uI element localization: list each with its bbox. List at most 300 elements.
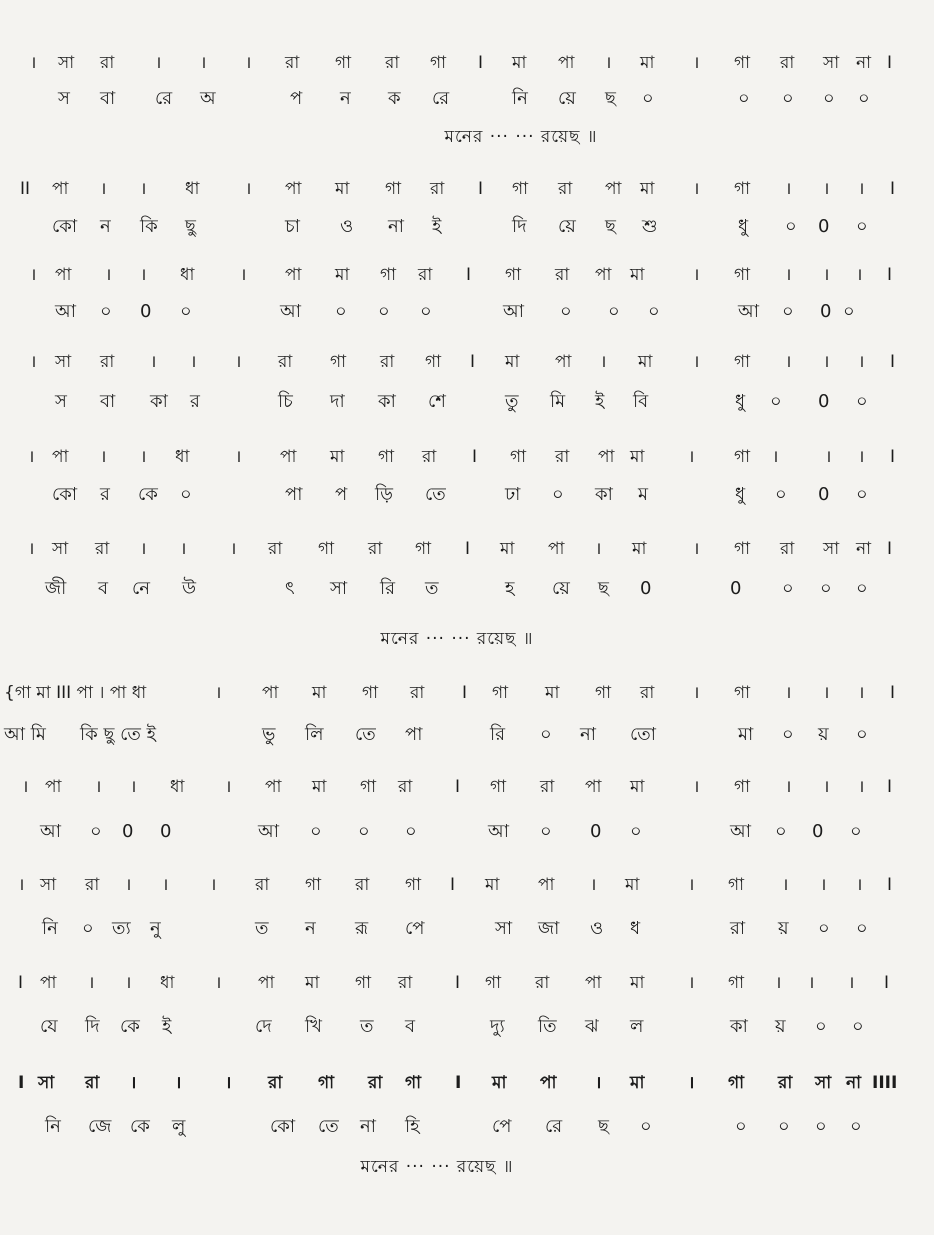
swara-token: ধা [180,265,195,285]
lyric-syllable: না [388,216,404,237]
lyric-line [0,1110,934,1144]
swara-token: । [100,447,107,467]
lyric-syllable: ০ [540,724,552,745]
lyric-syllable: দ্যু [490,1016,505,1037]
lyric-syllable: ০ [180,301,192,322]
swara-token: গা [335,53,352,73]
lyric-syllable: ০ [378,301,390,322]
swara-token: পা [548,539,565,559]
lyric-syllable: লু [172,1116,186,1137]
lyric-syllable: ন [340,88,351,109]
swara-line [0,1066,934,1100]
lyric-syllable: র [190,391,200,412]
lyric-syllable: রে [432,88,450,109]
lyric-syllable: র [100,484,110,505]
swara-token: I [478,53,484,73]
swara-token: । [693,179,700,199]
swara-token: গা [728,875,745,895]
swara-token: । [858,352,865,372]
swara-token: গা [318,1073,335,1093]
lyric-syllable: ০ [818,918,830,939]
lyric-syllable: মা [738,724,754,745]
swara-token: সা [823,53,840,73]
swara-token: I [887,777,893,797]
swara-token: । [693,352,700,372]
lyric-line [0,1010,934,1044]
lyric-syllable: শু [642,216,658,237]
lyric-syllable: তে [355,724,376,745]
swara-token: । [210,875,217,895]
swara-token: । [693,777,700,797]
lyric-syllable: হি [405,1116,420,1137]
lyric-syllable: কি ছু তে ই [80,724,156,745]
refrain-line: মনের ··· ··· রয়েছ ॥ [380,629,534,649]
lyric-syllable: ০ [782,301,794,322]
lyric-syllable: ০ [420,301,432,322]
swara-token: মা [640,179,655,199]
swara-token: I [890,179,896,199]
lyric-syllable: ধ [630,918,641,939]
lyric-syllable: তু [505,391,519,412]
lyric-syllable: ০ [310,821,322,842]
lyric-syllable: রি [490,724,506,745]
lyric-syllable: ধু [735,484,746,505]
lyric-syllable: না [360,1116,376,1137]
lyric-syllable: নু [150,918,161,939]
swara-token: । [95,777,102,797]
lyric-syllable: চি [278,391,293,412]
lyric-syllable: তে [425,484,446,505]
swara-token: রা [368,539,383,559]
swara-line [0,172,934,206]
swara-token: মা [335,265,350,285]
swara-token: । [28,539,35,559]
swara-token: । [230,539,237,559]
swara-token: । [820,875,827,895]
lyric-syllable: জা [538,918,560,939]
swara-token: । [688,973,695,993]
swara-token: গা [430,53,447,73]
swara-token: । [190,352,197,372]
swara-token: মা [630,1073,645,1093]
lyric-syllable: কো [52,484,78,505]
swara-token: গা [734,265,751,285]
swara-token: মা [640,53,655,73]
lyric-syllable: জী [45,578,67,599]
swara-token: মা [630,777,645,797]
lyric-syllable: ঝ [585,1016,599,1037]
swara-token: । [30,265,37,285]
lyric-syllable: ০ [180,484,192,505]
lyric-syllable: য় [818,724,829,745]
swara-token: মা [330,447,345,467]
swara-token: । [140,539,147,559]
swara-token: গা [734,53,751,73]
swara-token: । [693,683,700,703]
swara-token: I [890,683,896,703]
lyric-syllable: ০ [640,1116,652,1137]
swara-token: ধা [175,447,190,467]
swara-token: পা [45,777,62,797]
swara-token: গা [734,447,751,467]
swara-token: । [140,447,147,467]
lyric-syllable: সা [330,578,348,599]
swara-token: । [595,1073,602,1093]
swara-token: । [245,179,252,199]
lyric-syllable: 0 [160,821,172,842]
swara-token: মা [335,179,350,199]
lyric-syllable: য়ে [558,216,576,237]
swara-token: । [140,179,147,199]
swara-token: I [465,539,471,559]
swara-token: রা [780,539,795,559]
lyric-syllable: বা [100,88,116,109]
swara-token: গা [385,179,402,199]
lyric-syllable: নে [132,578,151,599]
swara-token: রা [100,53,115,73]
swara-token: । [22,777,29,797]
swara-token: রা [555,265,570,285]
lyric-syllable: ই [595,391,605,412]
lyric-syllable: ০ [815,1116,827,1137]
swara-token: I [18,1073,25,1093]
swara-token: পা [265,777,282,797]
lyric-syllable: ত [360,1016,374,1037]
swara-token: । [180,539,187,559]
swara-token: । [823,683,830,703]
swara-token: মা [500,539,515,559]
lyric-syllable: কা [595,484,613,505]
lyric-syllable: ০ [778,1116,790,1137]
swara-token: I [462,683,468,703]
swara-token: পা [598,447,615,467]
swara-token: পা [585,973,602,993]
swara-token: । [125,875,132,895]
lyric-syllable: তি [538,1016,557,1037]
swara-token: মা [492,1073,507,1093]
lyric-syllable: ০ [850,1116,862,1137]
swara-token: রা [255,875,270,895]
swara-token: I [472,447,478,467]
lyric-syllable: 0 [820,301,832,322]
lyric-line [0,295,934,329]
swara-token: রা [558,179,573,199]
swara-token: রা [540,777,555,797]
lyric-syllable: ০ [358,821,370,842]
lyric-syllable: 0 [730,578,742,599]
lyric-syllable: ০ [782,578,794,599]
swara-token: পা [538,875,555,895]
swara-token: সা [815,1073,832,1093]
swara-token: । [823,352,830,372]
lyric-syllable: না [580,724,596,745]
swara-token: । [825,447,832,467]
lyric-syllable: খি [305,1016,322,1037]
swara-token: । [848,973,855,993]
lyric-syllable: ল [630,1016,644,1037]
swara-token: পা [605,179,622,199]
swara-token: গা [595,683,612,703]
swara-token: । [785,352,792,372]
lyric-syllable: ছ [598,1116,609,1137]
lyric-syllable: ০ [785,216,797,237]
lyric-syllable: ০ [540,821,552,842]
swara-token: গা [728,1073,745,1093]
swara-line [0,258,934,292]
lyric-syllable: য় [775,1016,786,1037]
swara-token: । [775,973,782,993]
lyric-syllable: ব [98,578,109,599]
lyric-syllable: সা [495,918,513,939]
swara-token: গা [734,179,751,199]
lyric-syllable: আ [503,301,524,322]
lyric-syllable: ০ [630,821,642,842]
lyric-syllable: নি [42,918,58,939]
lyric-syllable: কো [52,216,78,237]
lyric-syllable: ০ [823,88,835,109]
lyric-syllable: ০ [335,301,347,322]
lyric-syllable: 0 [122,821,134,842]
swara-token: পা [258,973,275,993]
swara-token: । [693,53,700,73]
lyric-syllable: 0 [812,821,824,842]
lyric-syllable: প [290,88,303,109]
swara-token: । [785,179,792,199]
swara-token: । [155,53,162,73]
swara-token: রা [380,352,395,372]
swara-token: । [600,352,607,372]
swara-token: । [688,1073,695,1093]
lyric-syllable: ব [405,1016,416,1037]
lyric-syllable: য়ে [552,578,570,599]
swara-token: । [245,53,252,73]
lyric-line [0,815,934,849]
swara-token: । [125,973,132,993]
swara-line [0,532,934,566]
swara-token: রা [430,179,445,199]
lyric-syllable: আ [488,821,509,842]
swara-token: গা [415,539,432,559]
swara-token: গা [360,777,377,797]
swara-token: । [605,53,612,73]
lyric-syllable: আ [55,301,76,322]
swara-line [0,676,934,710]
swara-token: I [890,447,896,467]
swara-token: । [856,875,863,895]
lyric-syllable: ড়ি [375,484,393,505]
swara-token: মা [485,875,500,895]
swara-token: রা [418,265,433,285]
swara-token: রা [640,683,655,703]
swara-token: গা [405,875,422,895]
swara-token: গা [492,683,509,703]
swara-token: পা [280,447,297,467]
lyric-syllable: অ [200,88,216,109]
swara-token: গা [734,777,751,797]
lyric-syllable: ০ [850,821,862,842]
lyric-syllable: ই [432,216,442,237]
lyric-syllable: ০ [608,301,620,322]
refrain-line: মনের ··· ··· রয়েছ ॥ [444,127,598,147]
swara-token: রা [410,683,425,703]
lyric-syllable: পে [492,1116,512,1137]
swara-token: না [856,539,872,559]
lyric-syllable: আ [280,301,301,322]
lyric-syllable: দা [330,391,345,412]
lyric-syllable: ও [590,918,604,939]
lyric-syllable: ০ [820,578,832,599]
swara-token: গা [510,447,527,467]
lyric-syllable: ০ [856,578,868,599]
swara-token: গা [485,973,502,993]
lyric-syllable: তে [318,1116,339,1137]
lyric-syllable: বি [633,391,649,412]
lyric-syllable: রূ [355,918,369,939]
swara-token: মা [312,683,327,703]
swara-token: । [215,973,222,993]
swara-token: রা [268,1073,283,1093]
swara-token: মা [630,265,645,285]
swara-token: I [887,53,893,73]
lyric-syllable: ০ [405,821,417,842]
lyric-syllable: ন [305,918,316,939]
lyric-syllable: উ [182,578,197,599]
swara-token: না [846,1073,862,1093]
lyric-syllable: ০ [782,88,794,109]
lyric-syllable: আ [258,821,279,842]
swara-token: পা [52,179,69,199]
lyric-syllable: 0 [818,484,830,505]
swara-token: । [823,777,830,797]
swara-token: । [150,352,157,372]
swara-token: । [175,1073,182,1093]
swara-token: IIII [872,1073,898,1093]
swara-token: মা [512,53,527,73]
swara-token: রা [398,973,413,993]
swara-token: । [858,447,865,467]
swara-token: । [28,447,35,467]
swara-token: । [240,265,247,285]
lyric-syllable: ছ [605,88,616,109]
lyric-syllable: ০ [815,1016,827,1037]
swara-token: রা [368,1073,383,1093]
lyric-syllable: ০ [770,391,782,412]
swara-token: রা [285,53,300,73]
swara-token: । [858,179,865,199]
swara-token: । [200,53,207,73]
lyric-syllable: যে [40,1016,58,1037]
swara-token: রা [95,539,110,559]
swara-token: I [890,352,896,372]
swara-token: গা [380,265,397,285]
swara-token: । [140,265,147,285]
lyric-syllable: আ [738,301,759,322]
swara-token: রা [355,875,370,895]
lyric-syllable: নি [512,88,528,109]
lyric-syllable: 0 [590,821,602,842]
lyric-line [0,718,934,752]
swara-token: রা [780,53,795,73]
swara-token: I [455,777,461,797]
lyric-syllable: কে [138,484,158,505]
lyric-syllable: য়ে [558,88,576,109]
swara-token: {গা মা III পা । পা ধা [4,683,147,703]
lyric-line [0,385,934,419]
lyric-syllable: ছু [185,216,196,237]
swara-token: । [785,265,792,285]
swara-token: পা [262,683,279,703]
lyric-syllable: পে [405,918,425,939]
swara-token: মা [630,447,645,467]
lyric-syllable: দি [85,1016,100,1037]
lyric-syllable: ০ [856,724,868,745]
lyric-syllable: ধু [738,216,749,237]
swara-token: । [688,447,695,467]
swara-token: পা [555,352,572,372]
swara-token: গা [734,539,751,559]
swara-token: । [823,265,830,285]
lyric-syllable: ০ [735,1116,747,1137]
swara-token: মা [545,683,560,703]
swara-token: গা [318,539,335,559]
swara-token: ধা [185,179,200,199]
lyric-syllable: ০ [856,484,868,505]
lyric-syllable: ০ [843,301,855,322]
swara-token: । [225,1073,232,1093]
swara-token: রা [422,447,437,467]
swara-token: সা [58,53,75,73]
swara-token: পা [585,777,602,797]
swara-token: রা [100,352,115,372]
lyric-syllable: লি [305,724,324,745]
lyric-syllable: ত্য [112,918,131,939]
lyric-syllable: স [55,391,67,412]
swara-line [0,345,934,379]
swara-line [0,868,934,902]
lyric-syllable: দি [512,216,527,237]
swara-line [0,966,934,1000]
swara-token: সা [38,1073,55,1093]
lyric-syllable: ০ [852,1016,864,1037]
swara-token: মা [632,539,647,559]
lyric-syllable: ছ [598,578,609,599]
swara-token: পা [55,265,72,285]
refrain-line: মনের ··· ··· রয়েছ ॥ [360,1157,514,1177]
lyric-line [0,912,934,946]
swara-token: রা [555,447,570,467]
swara-token: রা [398,777,413,797]
swara-token: । [595,539,602,559]
lyric-syllable: ৎ [285,578,295,599]
lyric-syllable: রা [730,918,746,939]
swara-token: রা [535,973,550,993]
lyric-syllable: দে [255,1016,272,1037]
swara-token: পা [540,1073,557,1093]
lyric-syllable: ক [388,88,401,109]
swara-token: পা [52,447,69,467]
swara-token: মা [625,875,640,895]
swara-token: গা [734,683,751,703]
lyric-syllable: 0 [140,301,152,322]
swara-token: গা [305,875,322,895]
swara-token: । [130,777,137,797]
lyric-syllable: 0 [640,578,652,599]
lyric-syllable: 0 [818,216,830,237]
swara-token: গা [512,179,529,199]
swara-token: । [808,973,815,993]
swara-token: । [590,875,597,895]
swara-token: । [235,352,242,372]
